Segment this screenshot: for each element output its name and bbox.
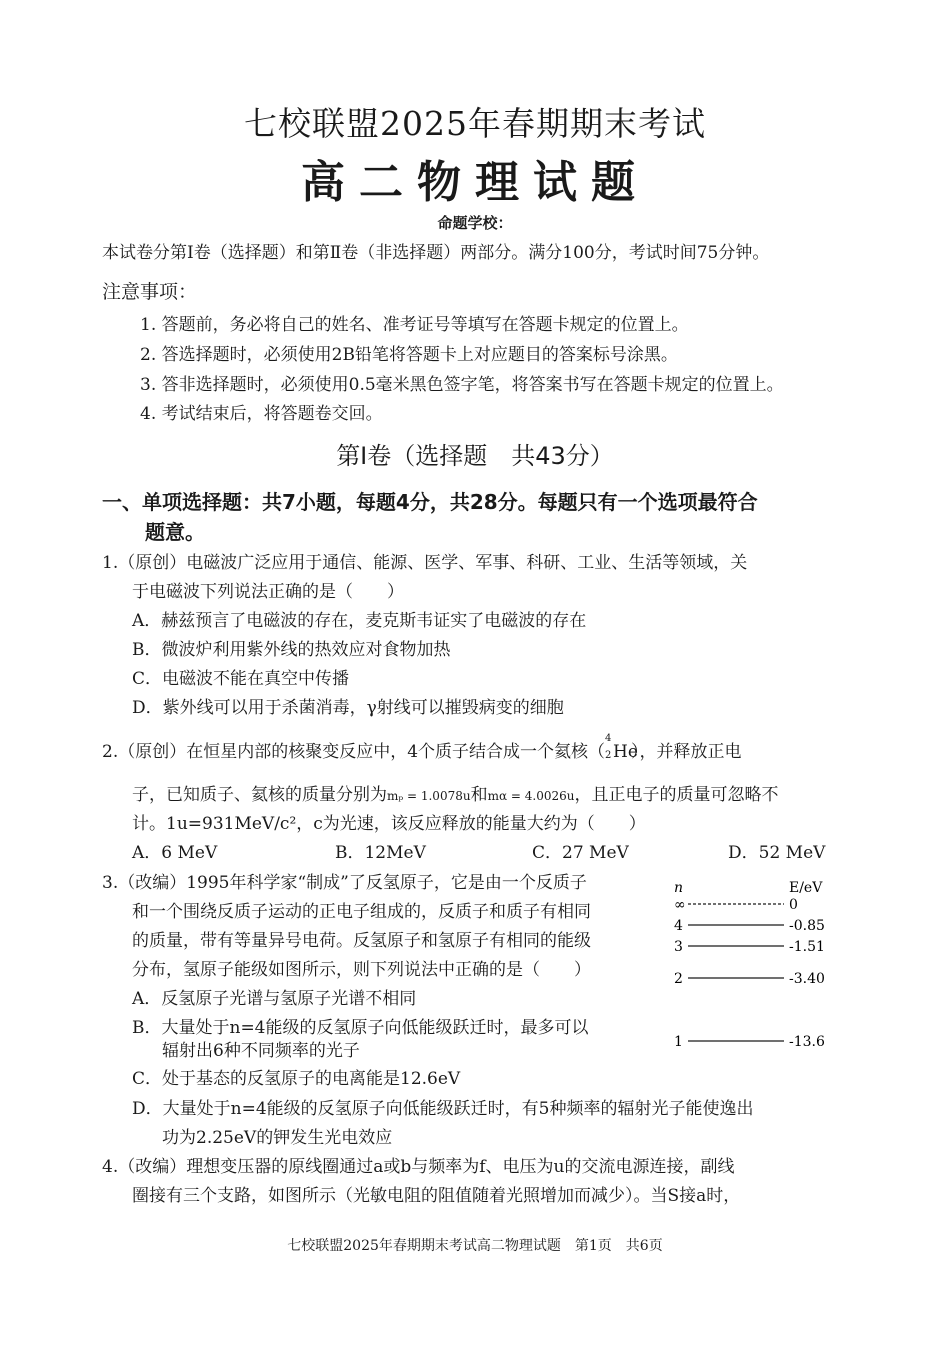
part-heading: 一、单项选择题：共7小题，每题4分，共28分。每题只有一个选项最符合 — [102, 490, 758, 514]
q3-option-d-cont: 功为2.25eV的钾发生光电效应 — [162, 1128, 393, 1148]
energy-level-n: 2 — [674, 971, 683, 987]
q2-stem-text: 和 — [470, 785, 488, 805]
q3-stem-cont: 的质量，带有等量异号电荷。反氢原子和氢原子有相同的能级 — [132, 931, 591, 951]
q3-option-c: C．处于基态的反氢原子的电离能是12.6eV — [132, 1069, 461, 1089]
q3-option-b: B．大量处于n=4能级的反氢原子向低能级跃迁时，最多可以 — [132, 1018, 589, 1038]
part-heading-cont: 题意。 — [145, 520, 205, 544]
q3-stem: 3.（改编）1995年科学家“制成”了反氢原子，它是由一个反质子 — [102, 873, 587, 893]
diagram-n-label: n — [674, 880, 684, 896]
notice-title: 注意事项： — [102, 281, 198, 303]
q3-option-b-cont: 辐射出6种不同频率的光子 — [162, 1041, 360, 1061]
author-school-label: 命题学校： — [437, 214, 513, 232]
helium-nuclide — [605, 733, 638, 762]
energy-level-n: 3 — [674, 939, 683, 955]
notice-item: 3. 答非选择题时，必须使用0.5毫米黑色签字笔，将答案书写在答题卡规定的位置上。 — [140, 375, 784, 395]
energy-level-value: -0.85 — [789, 918, 825, 934]
energy-level-value: -1.51 — [789, 939, 825, 955]
proton-mass: mₚ = 1.0078u — [387, 789, 471, 803]
diagram-energy-label: E/eV — [789, 880, 823, 896]
alpha-mass: mα = 4.0026u — [487, 789, 575, 803]
q1-option-d: D．紫外线可以用于杀菌消毒，γ射线可以摧毁病变的细胞 — [132, 698, 564, 718]
q2-stem-text: 子，已知质子、氦核的质量分别为 — [132, 785, 387, 805]
q2-stem-text: ），并释放正电 — [631, 742, 742, 762]
q2-stem-cont — [132, 780, 778, 805]
energy-level-value: -3.40 — [789, 971, 825, 987]
exam-title: 七校联盟2025年春期期末考试 — [244, 104, 706, 143]
notice-item: 4. 考试结束后，将答题卷交回。 — [140, 404, 383, 424]
q1-option-c: C．电磁波不能在真空中传播 — [132, 669, 350, 689]
energy-level-n: ∞ — [674, 897, 686, 913]
q1-option-b: B．微波炉利用紫外线的热效应对食物加热 — [132, 640, 451, 660]
energy-level-value: -13.6 — [789, 1034, 825, 1050]
energy-level-n: 1 — [674, 1034, 683, 1050]
helium-mass-number: 4 — [605, 733, 612, 744]
exam-intro: 本试卷分第Ⅰ卷（选择题）和第Ⅱ卷（非选择题）两部分。满分100分，考试时间75分钟。 — [102, 243, 770, 263]
helium-symbol: He — [613, 742, 638, 762]
q2-stem-cont: 计。1u=931MeV/c²，c为光速，该反应释放的能量大约为（ ） — [132, 814, 646, 834]
notice-item: 1. 答题前，务必将自己的姓名、准考证号等填写在答题卡规定的位置上。 — [140, 315, 689, 335]
q2-stem-text: ，且正电子的质量可忽略不 — [574, 785, 779, 805]
q2-stem-text: 2.（原创）在恒星内部的核聚变反应中，4个质子结合成一个氦核（ — [102, 742, 606, 762]
q4-stem: 4.（改编）理想变压器的原线圈通过a或b与频率为f、电压为u的交流电源连接，副线 — [102, 1157, 735, 1177]
section-title: 第Ⅰ卷（选择题 共43分） — [336, 442, 614, 470]
exam-subject-title: 高二物理试题 — [301, 157, 649, 208]
energy-levels — [674, 897, 825, 1050]
q3-option-a: A．反氢原子光谱与氢原子光谱不相同 — [132, 989, 417, 1009]
q2-option-d: D．52 MeV — [728, 843, 826, 863]
energy-level-value: 0 — [789, 897, 798, 913]
notice-item: 2. 答选择题时，必须使用2B铅笔将答题卡上对应题目的答案标号涂黑。 — [140, 345, 678, 365]
helium-charge-number: 2 — [605, 750, 612, 761]
q3-option-d: D．大量处于n=4能级的反氢原子向低能级跃迁时，有5种频率的辐射光子能使逸出 — [132, 1099, 754, 1119]
q1-option-a: A．赫兹预言了电磁波的存在，麦克斯韦证实了电磁波的存在 — [132, 611, 587, 631]
q3-stem-cont: 分布，氢原子能级如图所示，则下列说法中正确的是（ ） — [132, 960, 591, 980]
q4-stem-cont: 圈接有三个支路，如图所示（光敏电阻的阻值随着光照增加而减少）。当S接a时， — [132, 1186, 741, 1206]
q3-stem-cont: 和一个围绕反质子运动的正电子组成的，反质子和质子有相同 — [132, 902, 591, 922]
energy-level-diagram — [668, 875, 848, 1055]
q1-stem: 1.（原创）电磁波广泛应用于通信、能源、医学、军事、科研、工业、生活等领域，关 — [102, 553, 748, 573]
q2-stem — [102, 733, 742, 762]
q2-option-b: B．12MeV — [335, 843, 426, 863]
q1-stem-cont: 于电磁波下列说法正确的是（ ） — [132, 582, 404, 602]
energy-level-n: 4 — [674, 918, 683, 934]
q2-option-a: A．6 MeV — [132, 843, 218, 863]
q2-option-c: C．27 MeV — [532, 843, 629, 863]
page-footer: 七校联盟2025年春期期末考试高二物理试题 第1页 共6页 — [287, 1238, 663, 1254]
